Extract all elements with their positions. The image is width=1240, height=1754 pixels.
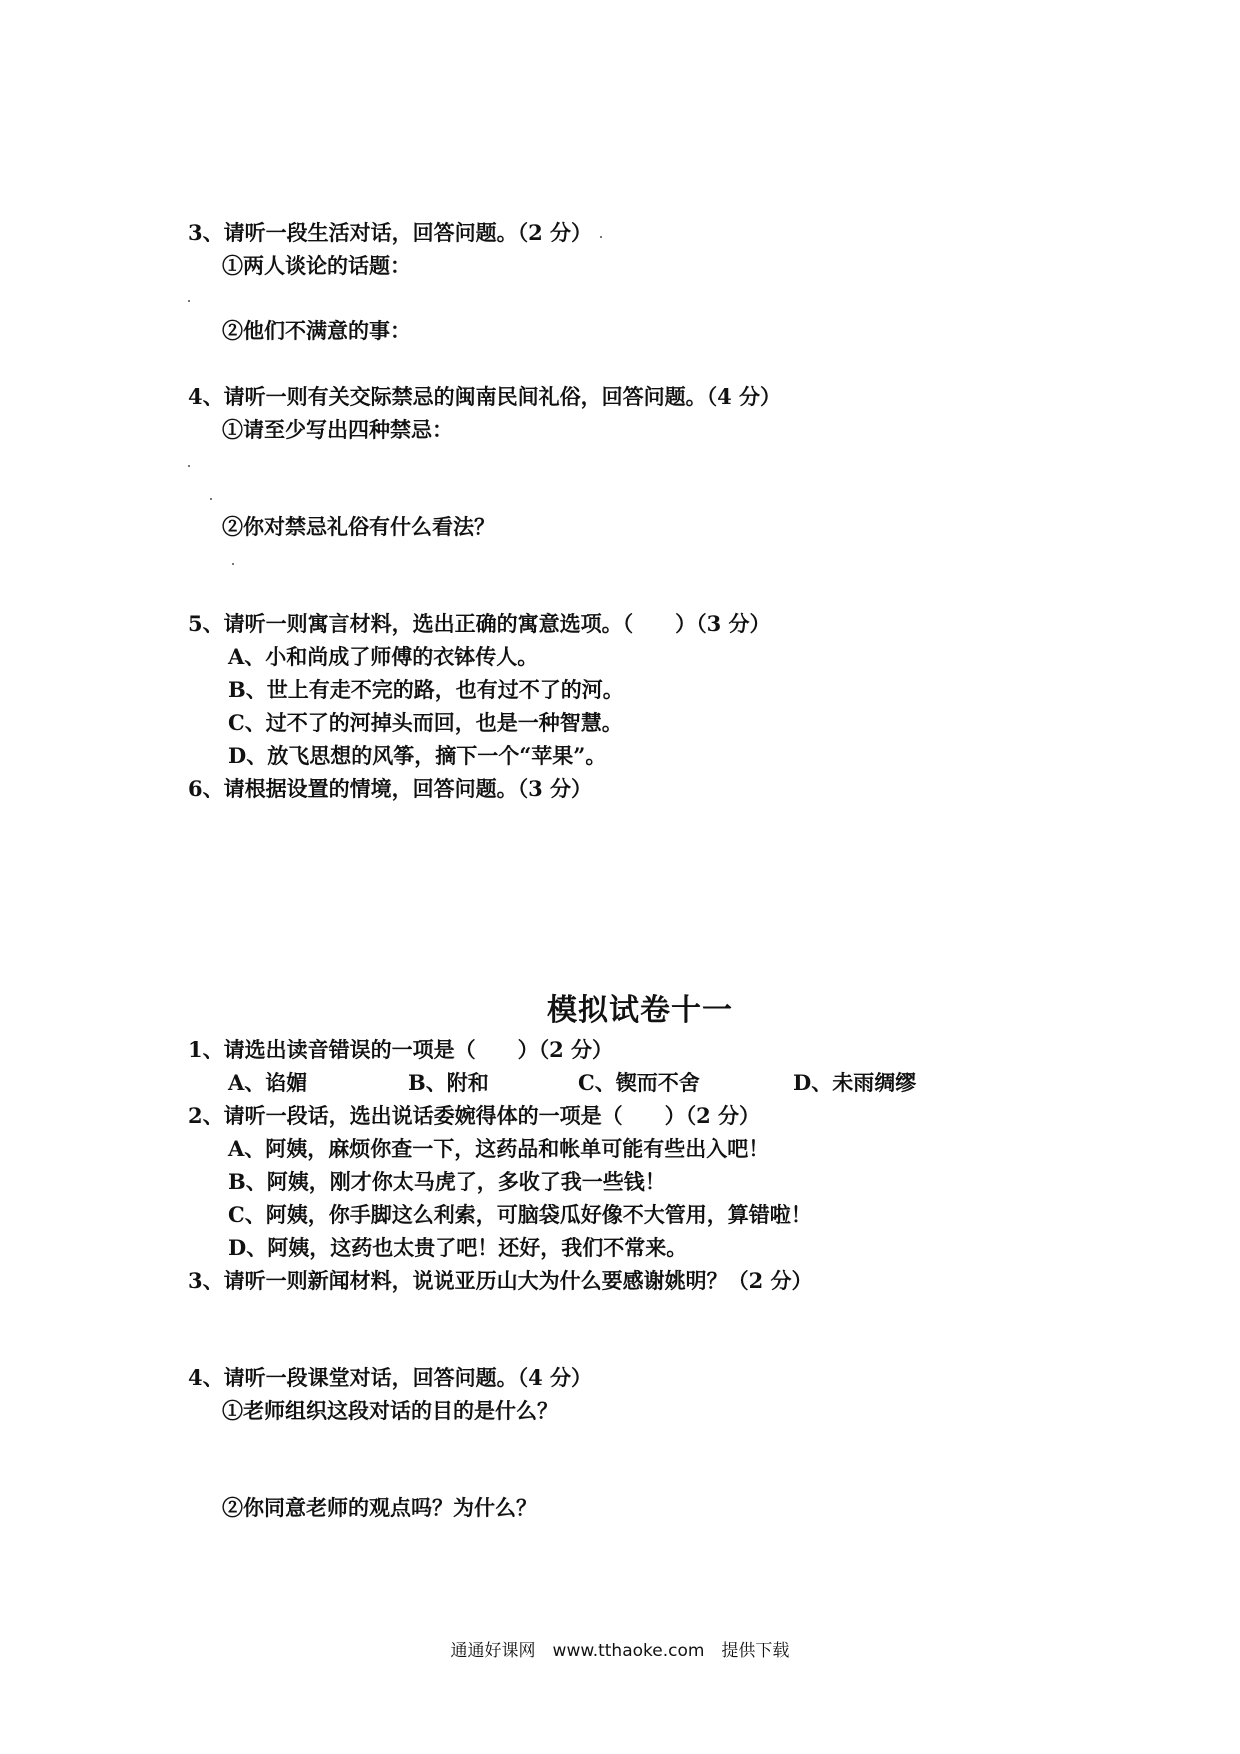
exam-question-2-option-a: A、阿姨，麻烦你查一下，这药品和帐单可能有些出入吧！	[228, 1136, 770, 1161]
exam-question-4-sub-2: ②你同意老师的观点吗？为什么？	[222, 1495, 537, 1520]
exam-question-1-option-b: B、附和	[408, 1070, 489, 1095]
question-5-option-c: C、过不了的河掉头而回，也是一种智慧。	[228, 710, 623, 735]
footer-credit: 通通好课网 www.tthaoke.com 提供下载	[450, 1641, 790, 1661]
exam-question-2-option-d: D、阿姨，这药也太贵了吧！还好，我们不常来。	[228, 1235, 688, 1260]
question-5: 5、请听一则寓言材料，选出正确的寓意选项。（ ）（3 分）	[188, 611, 771, 636]
question-5-option-a: A、小和尚成了师傅的衣钵传人。	[228, 644, 539, 669]
question-3: 3、请听一段生活对话，回答问题。（2 分）	[188, 220, 593, 245]
exam-question-4: 4、请听一段课堂对话，回答问题。（4 分）	[188, 1365, 593, 1390]
exam-question-4-sub-1: ①老师组织这段对话的目的是什么？	[222, 1398, 558, 1423]
question-3-sub-2: ②他们不满意的事：	[222, 318, 411, 343]
scan-speck	[188, 465, 190, 467]
question-4-sub-1: ①请至少写出四种禁忌：	[222, 417, 453, 442]
exam-question-2: 2、请听一段话，选出说话委婉得体的一项是（ ）（2 分）	[188, 1103, 761, 1128]
exam-question-2-option-b: B、阿姨，刚才你太马虎了，多收了我一些钱！	[228, 1169, 666, 1194]
scan-speck	[232, 563, 234, 565]
question-4-sub-2: ②你对禁忌礼俗有什么看法？	[222, 514, 495, 539]
question-6: 6、请根据设置的情境，回答问题。（3 分）	[188, 776, 593, 801]
scan-speck	[600, 236, 602, 238]
exam-question-3: 3、请听一则新闻材料，说说亚历山大为什么要感谢姚明？（2 分）	[188, 1268, 813, 1293]
exam-title: 模拟试卷十一	[547, 993, 733, 1028]
question-3-sub-1: ①两人谈论的话题：	[222, 253, 411, 278]
question-4: 4、请听一则有关交际禁忌的闽南民间礼俗，回答问题。（4 分）	[188, 384, 782, 409]
scan-speck	[210, 498, 212, 500]
scan-speck	[188, 300, 190, 302]
exam-question-1-option-d: D、未雨绸缪	[793, 1070, 917, 1095]
exam-question-2-option-c: C、阿姨，你手脚这么利索，可脑袋瓜好像不大管用，算错啦！	[228, 1202, 812, 1227]
exam-question-1-option-a: A、谄媚	[228, 1070, 308, 1095]
exam-question-1: 1、请选出读音错误的一项是（ ）（2 分）	[188, 1037, 614, 1062]
exam-question-1-options	[228, 1070, 916, 1096]
question-5-option-b: B、世上有走不完的路，也有过不了的河。	[228, 677, 624, 702]
exam-question-1-option-c: C、锲而不舍	[578, 1070, 700, 1095]
question-5-option-d: D、放飞思想的风筝，摘下一个“苹果”。	[228, 743, 607, 768]
